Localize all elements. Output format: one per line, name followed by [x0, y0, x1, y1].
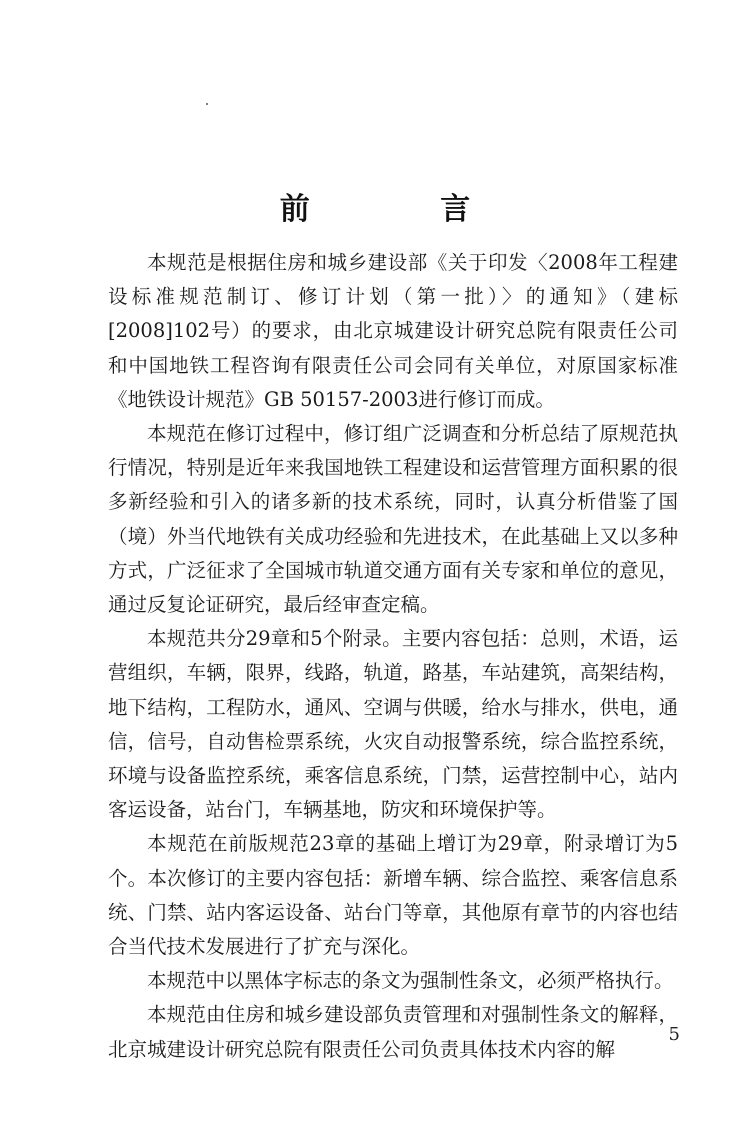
paragraph-contents: 本规范共分29章和5个附录。主要内容包括：总则，术语，运营组织，车辆，限界，线路，轨道，路基，车站建筑，高架结构，地下结构，工程防水，通风、空调与供暖，给水与排水，供电，通信，信号，自动售检票系统，火灾自动报警系统，综合监控系统，环境与设备监控系统，乘客信息系统，门禁，运营控制中心，站内客运设备，站台门，车辆基地，防灾和环境保护等。	[108, 627, 678, 822]
paragraph-management: 本规范由住房和城乡建设部负责管理和对强制性条文的解释，北京城建设计研究总院有限责任公司负责具体技术内容的解	[108, 1003, 678, 1061]
scan-speck	[206, 103, 208, 105]
page-number: 5	[668, 1024, 680, 1045]
paragraph-basis: 本规范是根据住房和城乡建设部《关于印发〈2008年工程建设标准规范制订、修订计划（第一批）〉的通知》（建标[2008]102号）的要求，由北京城建设计研究总院有限责任公司和中国地铁工程咨询有限责任公司会同有关单位，对原国家标准《地铁设计规范》GB 50157-2003进行修订而成。	[108, 251, 678, 411]
paragraph-mandatory: 本规范中以黑体字标志的条文为强制性条文，必须严格执行。	[147, 969, 674, 993]
preface-body	[108, 246, 678, 1067]
paragraph-revision-process: 本规范在修订过程中，修订组广泛调查和分析总结了原规范执行情况，特别是近年来我国地铁工程建设和运营管理方面积累的很多新经验和引入的诸多新的技术系统，同时，认真分析借鉴了国（境）外当代地铁有关成功经验和先进技术，在此基础上又以多种方式，广泛征求了全国城市轨道交通方面有关专家和单位的意见，通过反复论证研究，最后经审查定稿。	[108, 422, 678, 617]
paragraph-changes: 本规范在前版规范23章的基础上增订为29章，附录增订为5个。本次修订的主要内容包括：新增车辆、综合监控、乘客信息系统、门禁、站内客运设备、站台门等章，其他原有章节的内容也结合当代技术发展进行了扩充与深化。	[108, 832, 678, 959]
page-title: 前 言	[279, 192, 531, 228]
